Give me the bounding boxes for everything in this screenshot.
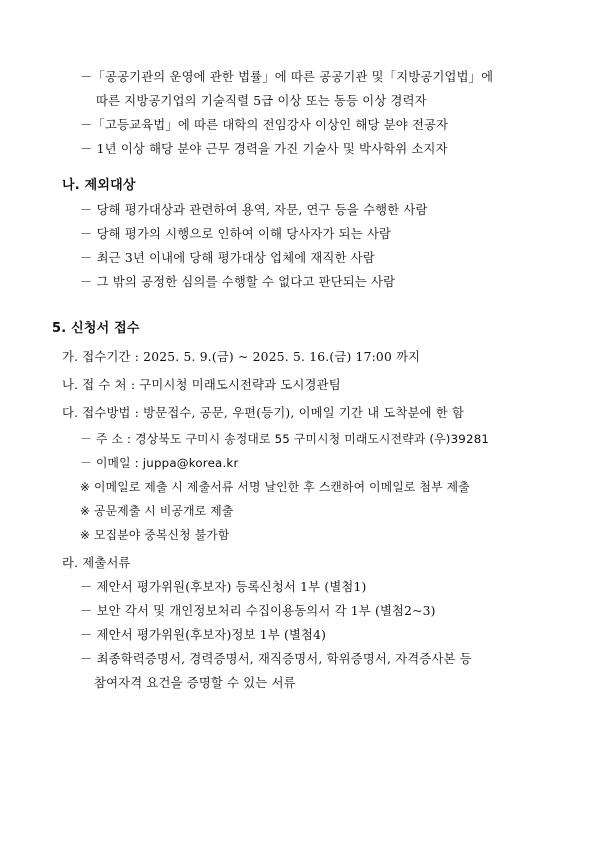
- exclusion-item: － 당해 평가대상과 관련하여 용역, 자문, 연구 등을 수행한 사람: [80, 203, 428, 217]
- document-item: － 보안 각서 및 개인정보처리 수집이용동의서 각 1부 (별첨2~3): [80, 604, 436, 618]
- document-item-continued: 참여자격 요건을 증명할 수 있는 서류: [94, 676, 296, 690]
- document-item: － 제안서 평가위원(후보자) 등록신청서 1부 (별첨1): [80, 580, 367, 594]
- application-note: ※ 모집분야 중복신청 불가함: [80, 528, 230, 542]
- application-address: － 주 소 : 경상북도 구미시 송정대로 55 구미시청 미래도시전략과 (우)39281: [80, 432, 490, 446]
- document-item: － 최종학력증명서, 경력증명서, 재직증명서, 학위증명서, 자격증사본 등: [80, 652, 472, 666]
- document-item: － 제안서 평가위원(후보자)정보 1부 (별첨4): [80, 628, 327, 642]
- application-period: 가. 접수기간 : 2025. 5. 9.(금) ~ 2025. 5. 16.(금) 17:00 까지: [62, 350, 421, 364]
- exclusion-item: － 최근 3년 이내에 당해 평가대상 업체에 재직한 사람: [80, 251, 375, 265]
- application-note: ※ 공문제출 시 비공개로 제출: [80, 504, 234, 518]
- exclusion-item: － 그 밖의 공정한 심의를 수행할 수 없다고 판단되는 사람: [80, 275, 396, 289]
- application-note: ※ 이메일로 제출 시 제출서류 서명 날인한 후 스캔하여 이메일로 첨부 제출: [80, 480, 470, 494]
- application-email: － 이메일 : juppa@korea.kr: [80, 456, 239, 470]
- documents-heading: 라. 제출서류: [62, 556, 131, 570]
- application-method: 다. 접수방법 : 방문접수, 공문, 우편(등기), 이메일 기간 내 도착분에 한 함: [62, 406, 465, 420]
- qualification-item: －「고등교육법」에 따른 대학의 전임강사 이상인 해당 분야 전공자: [80, 118, 449, 132]
- qualification-item-continued: 따른 지방공기업의 기술직렬 5급 이상 또는 동등 이상 경력자: [96, 94, 427, 108]
- application-office: 나. 접 수 처 : 구미시청 미래도시전략과 도시경관팀: [62, 378, 341, 392]
- section-heading: 5. 신청서 접수: [52, 321, 140, 336]
- qualification-item: －「공공기관의 운영에 관한 법률」에 따른 공공기관 및「지방공기업법」에: [80, 70, 494, 84]
- exclusion-heading: 나. 제외대상: [62, 178, 136, 193]
- qualification-item: － 1년 이상 해당 분야 근무 경력을 가진 기술사 및 박사학위 소지자: [80, 142, 448, 156]
- exclusion-item: － 당해 평가의 시행으로 인하여 이해 당사자가 되는 사람: [80, 227, 392, 241]
